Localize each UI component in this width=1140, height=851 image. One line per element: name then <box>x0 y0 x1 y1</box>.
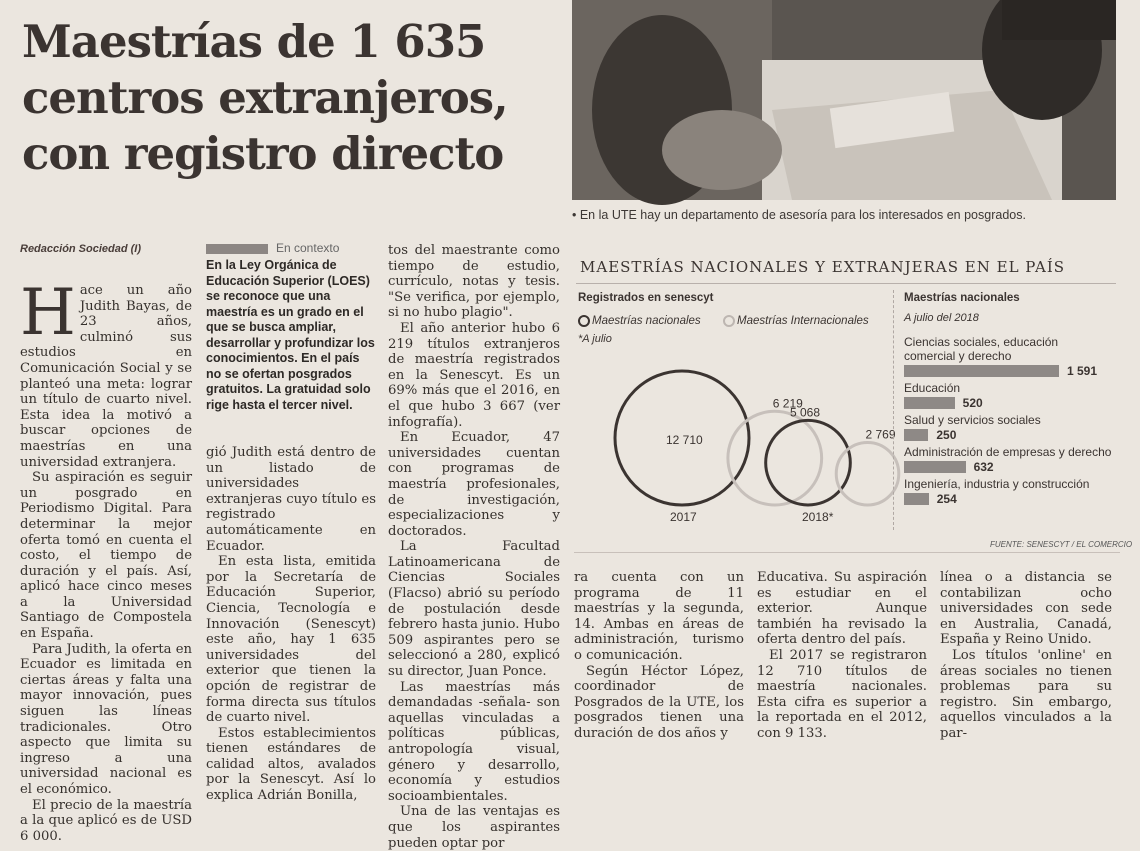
legend-nacional-marker-icon <box>578 315 590 327</box>
category-label: 2017 <box>670 510 697 524</box>
infographic-rule <box>576 283 1116 284</box>
bar-category-label: Administración de empresas y derecho <box>904 445 1112 459</box>
legend-internacional-label: Maestrías Internacionales <box>737 315 869 328</box>
paragraph: Su aspiración es seguir un posgrado en Periodismo Digital. Para determinar la mejor oferta tomó en cuenta el costo, el tiempo de duración y el país. Así, aplicó hace cinco meses a la Universidad Santiago de Compostela en España. <box>20 470 192 642</box>
bar-row <box>904 477 1119 506</box>
context-bar <box>206 244 268 254</box>
bubble-label: 12 710 <box>666 433 703 447</box>
paragraph: El precio de la maestría a la que aplicó es de USD 6 000. <box>20 797 192 844</box>
context-label: En contexto <box>276 241 340 255</box>
byline: Redacción Sociedad (I) <box>20 243 142 255</box>
bar-category-label: Ciencias sociales, educación comercial y derecho <box>904 335 1059 363</box>
bar-chart <box>904 335 1119 509</box>
paragraph: ra cuenta con un programa de 11 maestrías y la segunda, 14. Ambas en áreas de administración, turismo o comunicación. <box>574 570 744 663</box>
paragraph: gió Judith está dentro de un listado de universidades extranjeras cuyo título es registrado automáticamente en Ecuador. <box>206 445 376 554</box>
paragraph: La Facultad Latinoamericana de Ciencias Sociales (Flacso) abrió su período de postulación desde febrero hasta junio. Hubo 509 aspirantes pero se seleccionó a 280, explicó su director, Juan Ponce. <box>388 539 560 680</box>
paragraph: En Ecuador, 47 universidades cuentan con programas de maestría profesionales, de investigación, especializaciones y doctorados. <box>388 430 560 539</box>
headline-line-3: con registro directo <box>22 127 504 180</box>
bar <box>904 493 929 505</box>
bar-row <box>904 445 1119 474</box>
bottom-column-1 <box>574 570 744 742</box>
bar-row <box>904 413 1119 442</box>
article-column-1 <box>20 276 192 844</box>
paragraph: ace un año Judith Bayas, de 23 años, culminó sus estudios en Comunicación Social y se planteó una meta: lograr un título de cuarto nivel. Esta idea la motivó a buscar opciones de maestrías en una universidad extranjera. <box>20 283 192 470</box>
bubble-chart-subtitle: Registrados en senescyt <box>578 292 714 304</box>
headline <box>22 14 542 182</box>
paragraph: Educativa. Su aspiración es estudiar en el exterior. Aunque también ha revisado la oferta dentro del país. <box>757 570 927 648</box>
article-column-2 <box>206 445 376 804</box>
context-text: En la Ley Orgánica de Educación Superior (LOES) se reconoce que una maestría es un grado en el que se busca ampliar, desarrollar y profundizar los conocimientos. En el país no se ofertan posgrados gratuitos. La gratuidad solo rige hasta el tercer nivel. <box>206 258 375 412</box>
bar-chart-subtitle: Maestrías nacionales <box>904 292 1020 304</box>
bar-category-label: Educación <box>904 381 961 395</box>
divider <box>574 552 1120 553</box>
bar-value-label: 250 <box>936 428 957 442</box>
paragraph: tos del maestrante como tiempo de estudio, currículo, notas y tesis. "Se verifica, por ejemplo, si no hubo plagio". <box>388 243 560 321</box>
legend-nacional <box>578 315 701 327</box>
headline-line-2: centros extranjeros, <box>22 71 508 124</box>
bar <box>904 365 1059 377</box>
article-column-3 <box>388 243 560 851</box>
infographic-source: FUENTE: SENESCYT / EL COMERCIO <box>990 540 1133 549</box>
bar-value-label: 632 <box>973 460 994 474</box>
paragraph: El año anterior hubo 6 219 títulos extranjeros de maestría registrados en la Senescyt. Es un 69% más que el 2016, en el que hubo 3 667 (ver infografía). <box>388 320 560 430</box>
bar-category-label: Salud y servicios sociales <box>904 413 1041 427</box>
bar-value-label: 254 <box>936 492 957 506</box>
bar-value-label: 520 <box>962 396 983 410</box>
bubble-label: 2 769 <box>865 427 896 442</box>
bar-value-label: 1 591 <box>1067 364 1098 378</box>
photo-illustration <box>572 0 1116 200</box>
paragraph: El 2017 se registraron 12 710 títulos de maestría nacionales. Esta cifra es superior a la reportada en el 2012, con 9 133. <box>757 647 927 741</box>
bar-chart-note: A julio del 2018 <box>904 312 979 324</box>
bottom-column-2 <box>757 570 927 742</box>
bar-row <box>904 335 1119 378</box>
legend-internacional <box>723 315 869 327</box>
paragraph: Una de las ventajas es que los aspirantes pueden optar por <box>388 804 560 851</box>
category-label: 2018* <box>802 510 834 524</box>
bubble-label: 5 068 <box>790 405 821 420</box>
bar-category-label: Ingeniería, industria y construcción <box>904 477 1090 491</box>
paragraph: Estos establecimientos tienen estándares de calidad altos, avalados por la Senescyt. Así lo explica Adrián Bonilla, <box>206 725 376 804</box>
bar <box>904 429 928 441</box>
paragraph: Para Judith, la oferta en Ecuador es limitada en ciertas áreas y falta una mayor innovación, pues siguen las líneas tradicionales. Otro aspecto que limita su ingreso a una universidad nacional es el económico. <box>20 641 192 797</box>
bubble-internacional-1 <box>836 442 899 505</box>
bar-row <box>904 381 1119 410</box>
photo-caption: • En la UTE hay un departamento de asesoría para los interesados en posgrados. <box>572 208 1026 222</box>
paragraph: Según Héctor López, coordinador de Posgrados de la UTE, los posgrados tienen una duración de dos años y <box>574 663 744 741</box>
bar <box>904 461 966 473</box>
bottom-column-3 <box>940 570 1112 742</box>
infographic-divider <box>893 290 894 530</box>
bar <box>904 397 955 409</box>
context-tag <box>206 241 339 255</box>
paragraph: Los títulos 'online' en áreas sociales no tienen problemas para su registro. Sin embargo, aquellos vinculados a la par- <box>940 647 1112 741</box>
infographic-title: MAESTRÍAS NACIONALES Y EXTRANJERAS EN EL PAÍS <box>580 258 1066 276</box>
bubble-label: 6 219 <box>772 396 803 411</box>
article-photo <box>572 0 1116 200</box>
legend-nacional-label: Maestrías nacionales <box>592 315 701 328</box>
paragraph: Las maestrías más demandadas -señala- son aquellas vinculadas a políticas públicas, antropología visual, género y desarrollo, economía y estudios socioambientales. <box>388 679 560 804</box>
paragraph: línea o a distancia se contabilizan ocho universidades con sede en Australia, Canadá, España y Reino Unido. <box>940 570 1112 648</box>
drop-cap: H <box>20 276 76 350</box>
headline-line-1: Maestrías de 1 635 <box>22 15 486 68</box>
paragraph: En esta lista, emitida por la Secretaría de Educación Superior, Ciencia, Tecnología e Innovación (Senescyt) este año, hay 1 635 universidades del exterior que tienen la opción de registrar de forma directa sus títulos de cuarto nivel. <box>206 554 376 726</box>
bubble-chart-note: *A julio <box>578 333 612 345</box>
legend-internacional-marker-icon <box>723 315 735 327</box>
bubble-chart <box>576 340 896 530</box>
